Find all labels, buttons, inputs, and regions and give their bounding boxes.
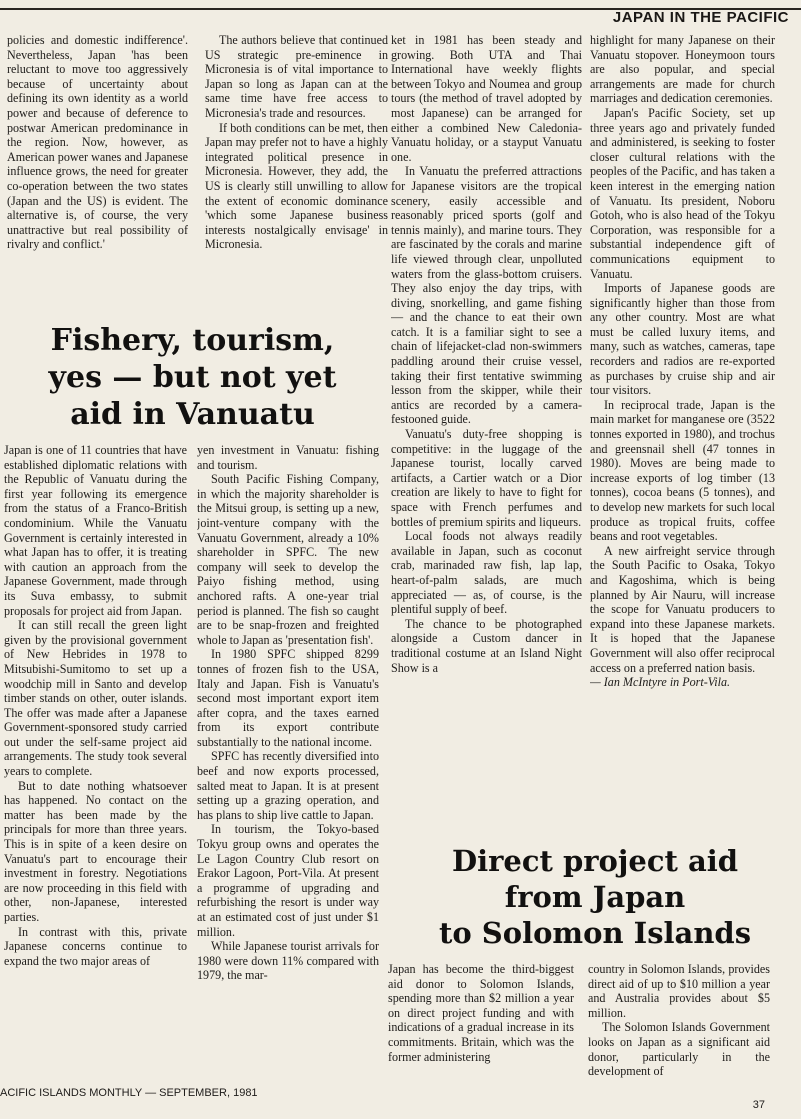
vanuatu-col4 (590, 33, 775, 833)
paragraph: In tourism, the Tokyo-based Tokyu group owns and operates the Le Lagon Country Club resort on Erakor Lagoon, Port-Vila. At present a programme of upgrading and refurbishing the resort is under way at an estimated cost of just under $1 million. (197, 822, 379, 939)
paragraph: Japan has become the third-biggest aid donor to Solomon Islands, spending more than $2 million a year on direct project funding and with indications of a gradual increase in its commitments. Britain, which was the former administering (388, 962, 574, 1064)
paragraph: In 1980 SPFC shipped 8299 tonnes of frozen fish to the USA, Italy and Japan. Fish is Vanuatu's second most important export item after copra, and the taxes earned from its export contribute substantially to the national income. (197, 647, 379, 749)
paragraph: In contrast with this, private Japanese concerns continue to expand the two major areas of (4, 924, 187, 968)
headline-line: to Solomon Islands (438, 916, 752, 950)
paragraph: If both conditions can be met, then Japan may prefer not to have a highly integrated political presence in Micronesia. However, they add, the US is clearly still unwilling to allow the extent of economic dominance 'which some Japanese business interests nostalgically envisage' in Micronesia. (205, 120, 388, 252)
paragraph: Local foods not always readily available in Japan, such as coconut crab, marinaded raw fish, lap lap, heart-of-palm salads, are much appreciated — as, of course, is the plentiful supply of beef. (391, 529, 582, 617)
paragraph: SPFC has recently diversified into beef and now exports processed, salted meat to Japan. It is at present setting up a grazing operation, and has plans to ship live cattle to Japan. (197, 749, 379, 822)
paragraph: Imports of Japanese goods are significantly higher than those from any other country. Most are what must be called luxury items, and many, such as watches, cameras, tape recorders and radios are re-exported as purchases by cruise ship and air tour visitors. (590, 281, 775, 398)
paragraph: Japan is one of 11 countries that have established diplomatic relations with the Republic of Vanuatu during the first year following its emergence from the status of a Franco-British condominium. While the Vanuatu Government is certainly interested in what Japan has to offer, it is treating with caution an approach from the Japanese Government, made through its Suva embassy, to submit proposals for project aid from Japan. (4, 443, 187, 618)
headline-line: aid in Vanuatu (70, 397, 315, 432)
paragraph: Vanuatu's duty-free shopping is competitive: in the luggage of the Japanese tourist, locally carved artifacts, a Cartier watch or a Dior creation are likely to have to fight for space with French perfumes and bottles of premium spirits and liqueurs. (391, 427, 582, 529)
publication-footer: ACIFIC ISLANDS MONTHLY — SEPTEMBER, 1981 (0, 1087, 258, 1099)
paragraph: A new airfreight service through the South Pacific to Osaka, Tokyo and Kagoshima, which is being planned by Air Nauru, will increase the scope for Vanuatu producers to expand into these Japanese markets. It is hoped that the Japanese Government will also offer reciprocal access on a preferred nation basis. (590, 543, 775, 675)
paragraph: yen investment in Vanuatu: fishing and tourism. (197, 443, 379, 472)
headline-line: Direct project aid (451, 844, 739, 878)
paragraph: While Japanese tourist arrivals for 1980 were down 11% compared with 1979, the mar- (197, 939, 379, 983)
article1-col2 (205, 33, 388, 303)
solomon-headline (388, 843, 801, 951)
vanuatu-col2 (197, 443, 379, 1079)
paragraph: highlight for many Japanese on their Vanuatu stopover. Honeymoon tours are also popular, and special arrangements are made for church marriages and dedication ceremonies. (590, 33, 775, 106)
paragraph: ket in 1981 has been steady and growing. Both UTA and Thai International have weekly flights between Tokyo and Noumea and group tours (the method of travel adopted by most Japanese) can be arranged for either a combined New Caledonia-Vanuatu holiday, or a stayput Vanuatu one. (391, 33, 582, 164)
vanuatu-headline (0, 322, 385, 433)
solomon-col2 (588, 962, 770, 1082)
vanuatu-col3 (391, 33, 582, 823)
paragraph: In reciprocal trade, Japan is the main market for manganese ore (3522 tonnes exported in 1980), and trochus and greensnail shell (47 tonnes in 1980). Moves are being made to increase exports of log timber (13 tonnes), cocoa beans (5 tonnes), and to develop new markets for such local produce as tropical fruits, coffee beans and root vegetables. (590, 397, 775, 544)
paragraph: The chance to be photographed alongside a Custom dancer in traditional costume at an Island Night Show is a (391, 616, 582, 675)
section-header: JAPAN IN THE PACIFIC (612, 9, 789, 26)
solomon-col1 (388, 962, 574, 1082)
paragraph: South Pacific Fishing Company, in which the majority shareholder is the Mitsui group, is setting up a new, joint-venture company with the Vanuatu Government, already a 10% shareholder in SPFC. The new company will seek to develop the Paiyo fishing method, using anchored rafts. A one-year trial period is planned. The fish so caught are to be snap-frozen and freighted whole to Japan as 'presentation fish'. (197, 472, 379, 647)
headline-line: Fishery, tourism, (50, 323, 335, 358)
vanuatu-col1 (4, 443, 187, 1079)
headline-line: from Japan (504, 880, 686, 914)
byline: — Ian McIntyre in Port-Vila. (590, 675, 731, 690)
paragraph: country in Solomon Islands, provides direct aid of up to $10 million a year and Australia provides about $5 million. (588, 962, 770, 1020)
paragraph: It can still recall the green light given by the provisional government of New Hebrides in 1978 to Mitsubishi-Sumitomo to set up a woodchip mill in Santo and develop timber stands on other, outer islands. The offer was made after a Japanese Government-sponsored study carried out under the self-same project aid arrangements. The study took several years to complete. (4, 618, 187, 779)
paragraph: Japan's Pacific Society, set up three years ago and privately funded and administered, is seeking to foster closer cultural relations with the peoples of the Pacific, and has taken a keen interest in the emerging nation of Vanuatu. Its president, Noboru Gotoh, who is also head of the Tokyu Corporation, was responsible for a substantial independence gift of communications equipment to Vanuatu. (590, 105, 775, 281)
paragraph: In Vanuatu the preferred attractions for Japanese visitors are the tropical scenery, easily accessible and reasonably priced sports (golf and tennis mainly), and marine tours. They are fascinated by the corals and marine life viewed through clear, unpolluted waters from the glass-bottom cruisers. They also enjoy the day trips, with diving, snorkelling, and game fishing — and the chance to eat their own catch. It is a familiar sight to see a chain of lifejacket-clad non-swimmers paddling around their cruise vessel, taking their first tentative swimming lesson from the skipper, while their antics are recorded by a camera-festooned guide. (391, 164, 582, 427)
paragraph: But to date nothing whatsoever has happened. No contact on the matter has been made by the principals for more than three years. This is in spite of a keen desire on Vanuatu's part to encourage their investment in forestry. Negotiations are now proceeding in this field with other, non-Japanese, interested parties. (4, 778, 187, 924)
page-number: 37 (752, 1099, 765, 1111)
paragraph: The Solomon Islands Government looks on Japan as a significant aid donor, particularly in the development of (588, 1020, 770, 1079)
article1-col1 (7, 33, 188, 303)
paragraph: policies and domestic indifference'. Nevertheless, Japan 'has been reluctant to move too aggressively because of uncertainty about defining its own identity as a world power and because of deference to postwar American predominance in the region. Now, however, as American power wanes and Japanese influence grows, the need for greater co-operation between the two states (Japan and the US) is evident. The alternative is, of course, the very unattractive but real possibility of rivalry and conflict.' (7, 33, 188, 252)
paragraph: The authors believe that continued US strategic pre-eminence in Micronesia is of vital importance to Japan so long as Japan can at the same time have free access to Micronesia's trade and resources. (205, 33, 388, 120)
headline-line: yes — but not yet (48, 360, 337, 395)
